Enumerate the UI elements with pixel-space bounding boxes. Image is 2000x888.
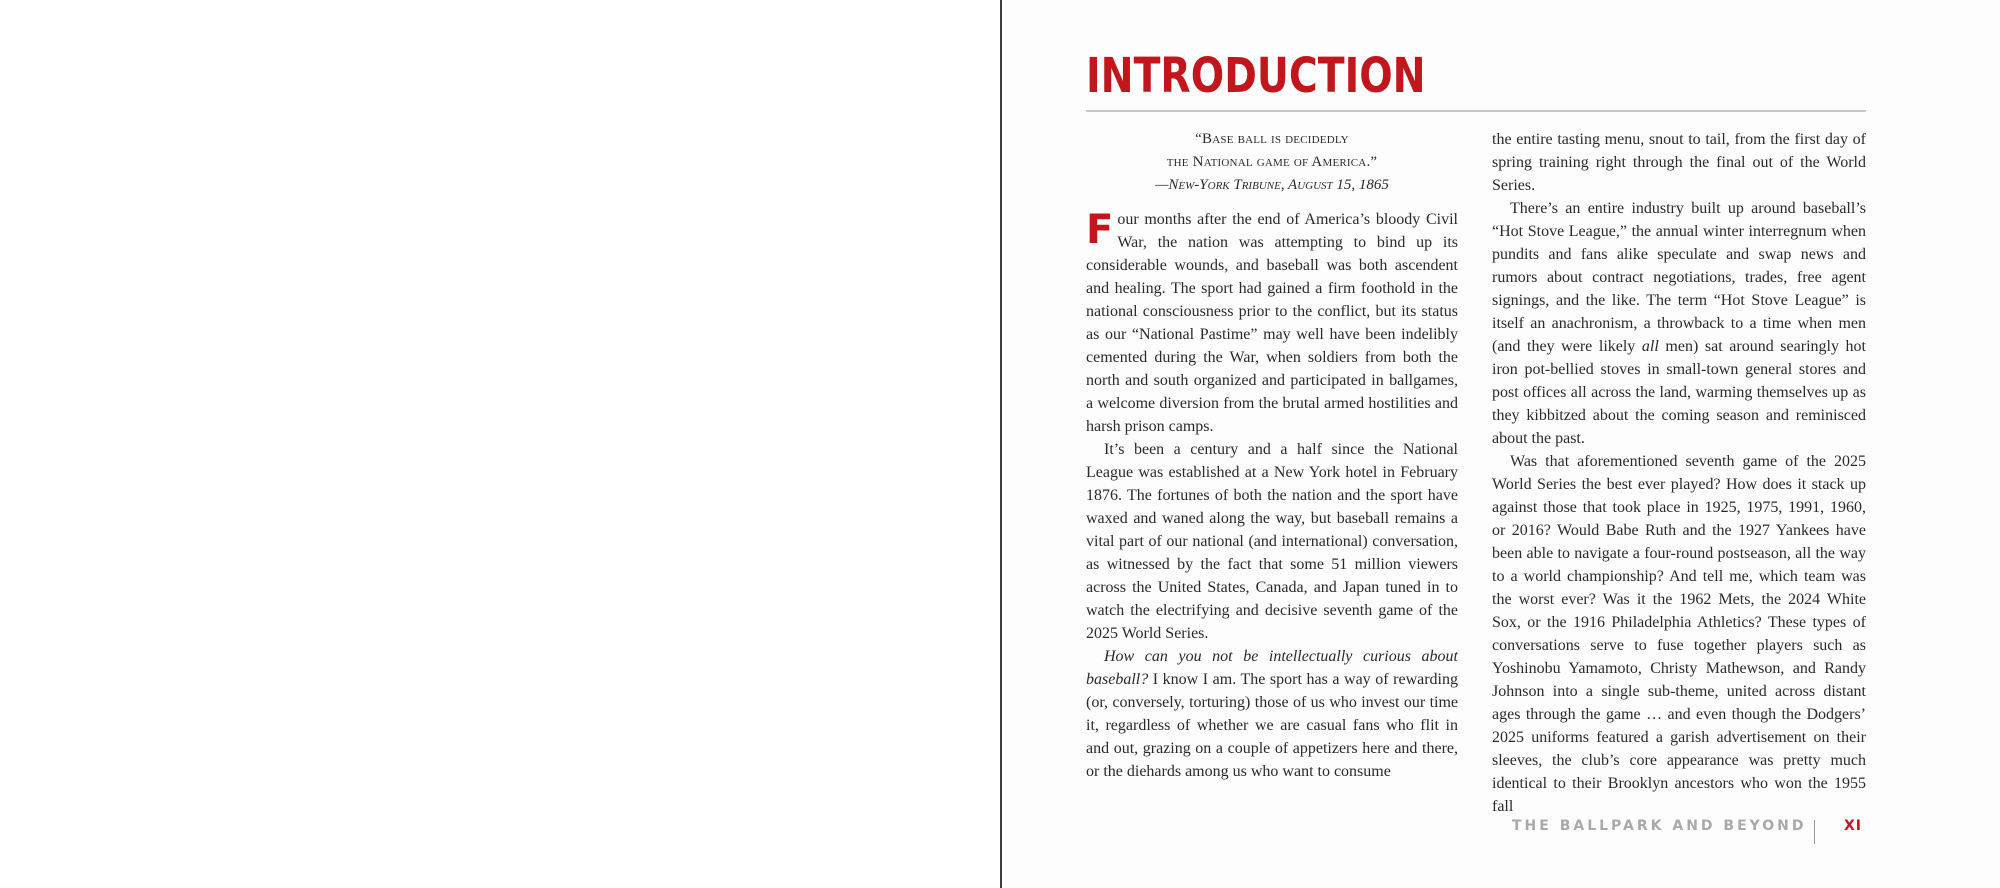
running-title: THE BALLPARK AND BEYOND: [1512, 818, 1807, 834]
epigraph: [1086, 128, 1458, 197]
paragraph-5-text-a: There’s an entire industry built up around baseball’s “Hot Stove League,” the annual winter interregnum when pundits and fans alike speculate and swap news and rumors about contract negotiations, trades, free agent signings, and the like. The term “Hot Stove League” is itself an anachronism, a throwback to a time when men (and they were likely: [1492, 200, 1866, 355]
paragraph-3: [1086, 645, 1458, 783]
paragraph-3-text: I know I am. The sport has a way of rewarding (or, conversely, torturing) those of us who invest our time it, regardless of whether we are casual fans who flit in and out, grazing on a couple of appetizers here and there, or the diehards among us who want to consume: [1086, 671, 1458, 780]
paragraph-3-italic: How can you not be intellectually curious about baseball?: [1086, 648, 1458, 688]
paragraph-4: the entire tasting menu, snout to tail, from the first day of spring training right through the final out of the World Series.: [1492, 131, 1866, 194]
left-text-column: [1086, 128, 1458, 783]
page-number: XI: [1844, 818, 1863, 834]
heading-rule: [1086, 110, 1866, 112]
epigraph-line-2: the National game of America.”: [1166, 154, 1378, 170]
right-page: [1002, 0, 2000, 888]
paragraph-6: Was that aforementioned seventh game of the 2025 World Series the best ever played? How does it stack up against those that took place in 1925, 1975, 1991, 1960, or 2016? Would Babe Ruth and the 1927 Yankees have been able to navigate a four-round postseason, all the way to a world championship? And tell me, which team was the worst ever? Was it the 1962 Mets, the 2024 White Sox, or the 1916 Philadelphia Athletics? These types of conversations serve to fuse together players such as Yoshinobu Yamamoto, Christy Mathewson, and Randy Johnson into a single sub-theme, united across distant ages through the game … and even though the Dodgers’ 2025 uniforms featured a garish advertisement on their sleeves, the club’s core appearance was pretty much identical to their Brooklyn ancestors who won the 1955 fall: [1492, 453, 1866, 815]
epigraph-attribution: —New-York Tribune, August 15, 1865: [1155, 177, 1389, 193]
drop-cap: F: [1086, 207, 1114, 253]
paragraph-5-italic: all: [1641, 338, 1659, 355]
paragraph-5: [1492, 197, 1866, 450]
folio-separator: [1814, 820, 1815, 844]
paragraph-1: [1086, 208, 1458, 438]
epigraph-line-1: “Base ball is decidedly: [1195, 131, 1349, 147]
right-text-column: [1492, 128, 1866, 818]
paragraph-5-text-b: men) sat around searingly hot iron pot-bellied stoves in small-town general stores and post offices all across the land, warming themselves up as they kibbitzed about the coming season and reminisced about the past.: [1492, 338, 1867, 447]
chapter-heading: INTRODUCTION: [1086, 48, 1426, 104]
paragraph-2: It’s been a century and a half since the National League was established at a New York hotel in February 1876. The fortunes of both the nation and the sport have waxed and waned along the way, but baseball remains a vital part of our national (and international) conversation, as witnessed by the fact that some 51 million viewers across the United States, Canada, and Japan tuned in to watch the electrifying and decisive seventh game of the 2025 World Series.: [1086, 441, 1458, 642]
paragraph-1-text: our months after the end of America’s bloody Civil War, the nation was attempting to bind up its considerable wounds, and baseball was both ascendent and healing. The sport had gained a firm foothold in the national consciousness prior to the conflict, but its status as our “National Pastime” may well have been indelibly cemented during the War, when soldiers from both the north and south organized and participated in ballgames, a welcome diversion from the brutal armed hostilities and harsh prison camps.: [1086, 211, 1458, 435]
